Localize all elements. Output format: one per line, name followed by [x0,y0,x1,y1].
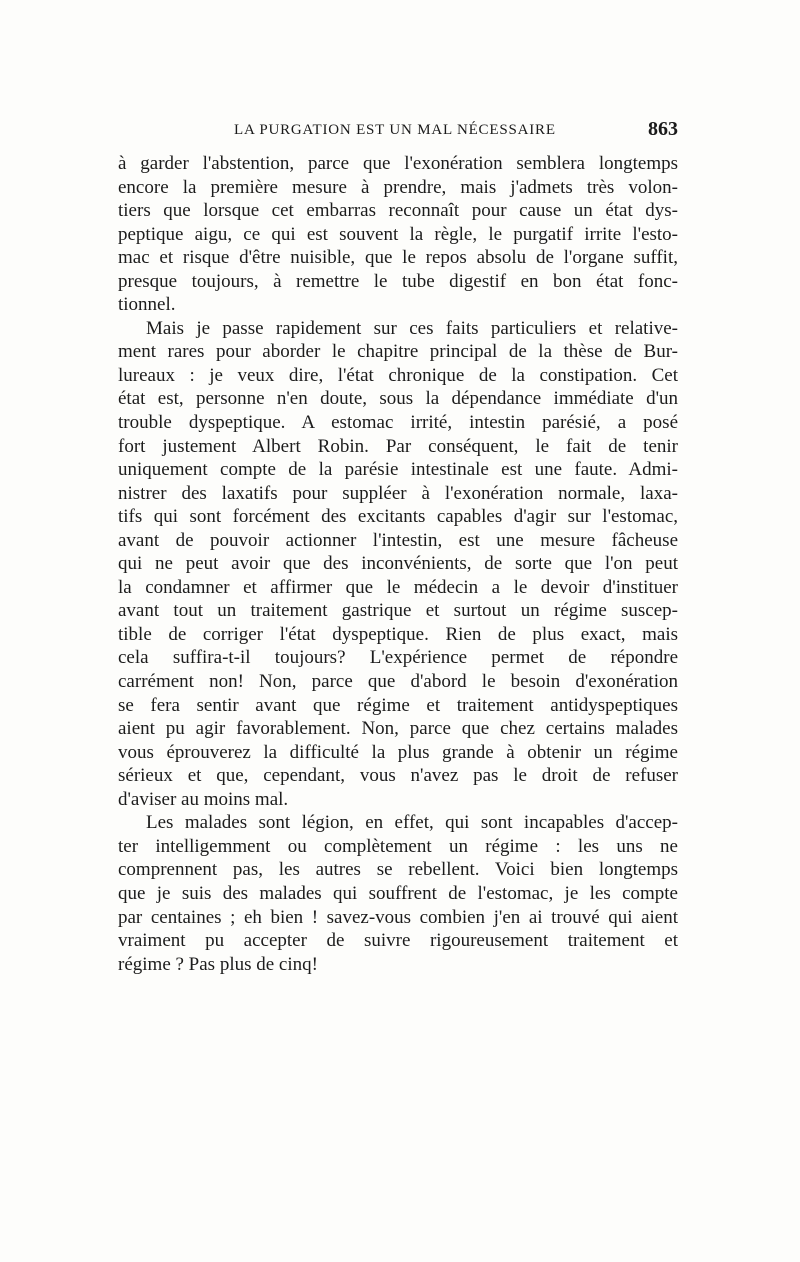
text-line: aient pu agir favorablement. Non, parce que chez certains malades [118,718,678,740]
text-line: état est, personne n'en doute, sous la dépendance immédiate d'un [118,388,678,410]
text-line: par centaines ; eh bien ! savez-vous combien j'en ai trouvé qui aient [118,906,678,928]
page-number: 863 [648,118,678,140]
text-line: tible de corriger l'état dyspeptique. Rien de plus exact, mais [118,623,678,645]
text-line: qui ne peut avoir que des inconvénients, de sorte que l'on peut [118,553,678,575]
page-header [118,118,678,144]
text-line: uniquement compte de la parésie intestinale est une faute. Admi- [118,459,678,481]
text-line: nistrer des laxatifs pour suppléer à l'exonération normale, laxa- [118,482,678,504]
running-title: LA PURGATION EST UN MAL NÉCESSAIRE [234,122,556,138]
paragraph [118,152,678,317]
text-line: Mais je passe rapidement sur ces faits particuliers et relative- [146,317,678,339]
text-line: tionnel. [118,294,176,316]
text-line: la condamner et affirmer que le médecin a le devoir d'instituer [118,576,678,598]
text-line: vraiment pu accepter de suivre rigoureusement traitement et [118,930,678,952]
text-line: ment rares pour aborder le chapitre principal de la thèse de Bur- [118,341,678,363]
paragraph [118,811,678,976]
text-line: tifs qui sont forcément des excitants capables d'agir sur l'estomac, [118,506,678,528]
text-line: tiers que lorsque cet embarras reconnaît pour cause un état dys- [118,200,678,222]
text-line: se fera sentir avant que régime et traitement antidyspeptiques [118,694,678,716]
text-line: lureaux : je veux dire, l'état chronique de la constipation. Cet [118,364,678,386]
paragraph [118,317,678,811]
text-line: que je suis des malades qui souffrent de l'estomac, je les compte [118,882,678,904]
body-text [118,152,678,976]
text-line: comprennent pas, les autres se rebellent. Voici bien longtemps [118,859,678,881]
text-line: sérieux et que, cependant, vous n'avez pas le droit de refuser [118,765,678,787]
text-line: carrément non! Non, parce que d'abord le besoin d'exonération [118,671,678,693]
text-line: cela suffira-t-il toujours? L'expérience permet de répondre [118,647,678,669]
text-line: vous éprouverez la difficulté la plus grande à obtenir un régime [118,741,678,763]
text-line: peptique aigu, ce qui est souvent la règle, le purgatif irrite l'esto- [118,223,678,245]
text-line: avant de pouvoir actionner l'intestin, est une mesure fâcheuse [118,529,678,551]
text-line: avant tout un traitement gastrique et surtout un régime suscep- [118,600,678,622]
text-line: Les malades sont légion, en effet, qui sont incapables d'accep- [146,812,678,834]
text-line: à garder l'abstention, parce que l'exonération semblera longtemps [118,153,678,174]
text-line: ter intelligemment ou complètement un régime : les uns ne [118,835,678,857]
text-line: d'aviser au moins mal. [118,788,289,810]
text-line: presque toujours, à remettre le tube digestif en bon état fonc- [118,270,678,292]
text-line: trouble dyspeptique. A estomac irrité, intestin parésié, a posé [118,412,678,434]
text-line: mac et risque d'être nuisible, que le repos absolu de l'organe suffit, [118,247,678,269]
text-line: régime ? Pas plus de cinq! [118,953,318,975]
text-line: encore la première mesure à prendre, mais j'admets très volon- [118,176,678,198]
text-line: fort justement Albert Robin. Par conséquent, le fait de tenir [118,435,678,457]
